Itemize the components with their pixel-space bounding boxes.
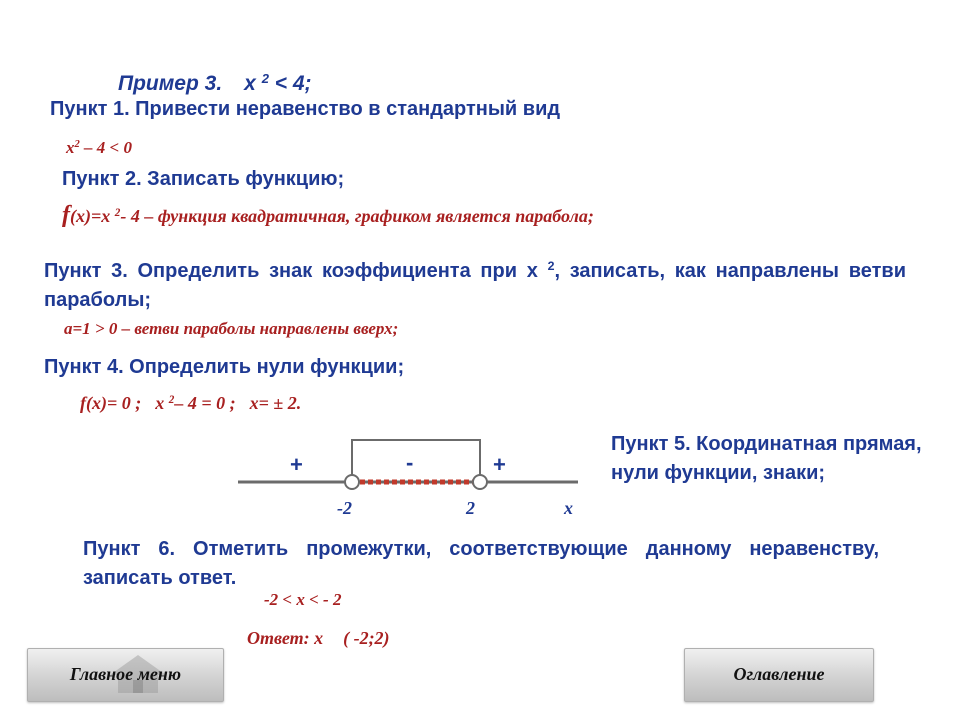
- title-exp: 2: [261, 70, 269, 86]
- math4-c: – 4 = 0 ;: [174, 393, 236, 413]
- step1-math: [66, 138, 132, 158]
- point-left-label: -2: [337, 498, 352, 518]
- math4-d: x= ± 2.: [249, 393, 302, 413]
- step3-a: Пункт 3. Определить знак коэффициента при x: [44, 260, 538, 282]
- open-point-left: [345, 475, 359, 489]
- math2-b: - 4 – функция квадратичная, графиком является парабола;: [120, 206, 594, 226]
- math2-f: f: [62, 202, 70, 228]
- title-rest: < 4;: [274, 72, 312, 95]
- title-prefix: Пример 3.: [118, 72, 223, 95]
- title-var: x: [244, 72, 256, 95]
- sign-middle: -: [406, 450, 414, 475]
- step6-heading: Пункт 6. Отметить промежутки, соответствующие данному неравенству, записать ответ.: [83, 538, 879, 589]
- axis-label: x: [564, 498, 573, 518]
- contents-button[interactable]: [684, 648, 874, 702]
- math1-exp: 2: [74, 139, 80, 151]
- math4-b: x: [155, 393, 165, 413]
- main-menu-label: Главное меню: [69, 664, 182, 684]
- sign-left: +: [290, 452, 303, 477]
- number-line: [230, 432, 590, 526]
- step3-heading: [44, 257, 906, 315]
- math4-exp: 2: [168, 393, 175, 406]
- step6-math: -2 < x < - 2: [264, 590, 342, 609]
- math1-var: x: [66, 138, 75, 157]
- step2-math: [62, 202, 594, 229]
- interval-arc: [352, 440, 480, 482]
- step3-b: , записать, как направлены ветви параболы;: [44, 260, 906, 311]
- point-right-label: 2: [466, 498, 475, 518]
- open-point-right: [473, 475, 487, 489]
- math1-rest: – 4 < 0: [84, 138, 132, 157]
- sign-right: +: [493, 452, 506, 477]
- step2-heading: Пункт 2. Записать функцию;: [62, 168, 345, 190]
- math2-a: (x)=x: [70, 206, 111, 226]
- answer: [247, 628, 390, 649]
- math2-exp: 2: [114, 206, 121, 219]
- example-title: [118, 72, 312, 96]
- step5-heading: Пункт 5. Координатная прямая, нули функции, знаки;: [611, 433, 922, 484]
- step4-math: [80, 393, 301, 414]
- answer-label: Ответ: x: [247, 628, 324, 648]
- main-menu-button[interactable]: [27, 648, 224, 702]
- answer-value: ( -2;2): [343, 628, 390, 648]
- step3-exp: 2: [547, 259, 555, 274]
- step1-heading: Пункт 1. Привести неравенство в стандартный вид: [50, 98, 561, 120]
- math4-a: f(x)= 0 ;: [80, 393, 142, 413]
- contents-label: Оглавление: [733, 664, 825, 684]
- step4-heading: Пункт 4. Определить нули функции;: [44, 356, 405, 378]
- step3-math: a=1 > 0 – ветви параболы направлены вверх;: [64, 319, 399, 338]
